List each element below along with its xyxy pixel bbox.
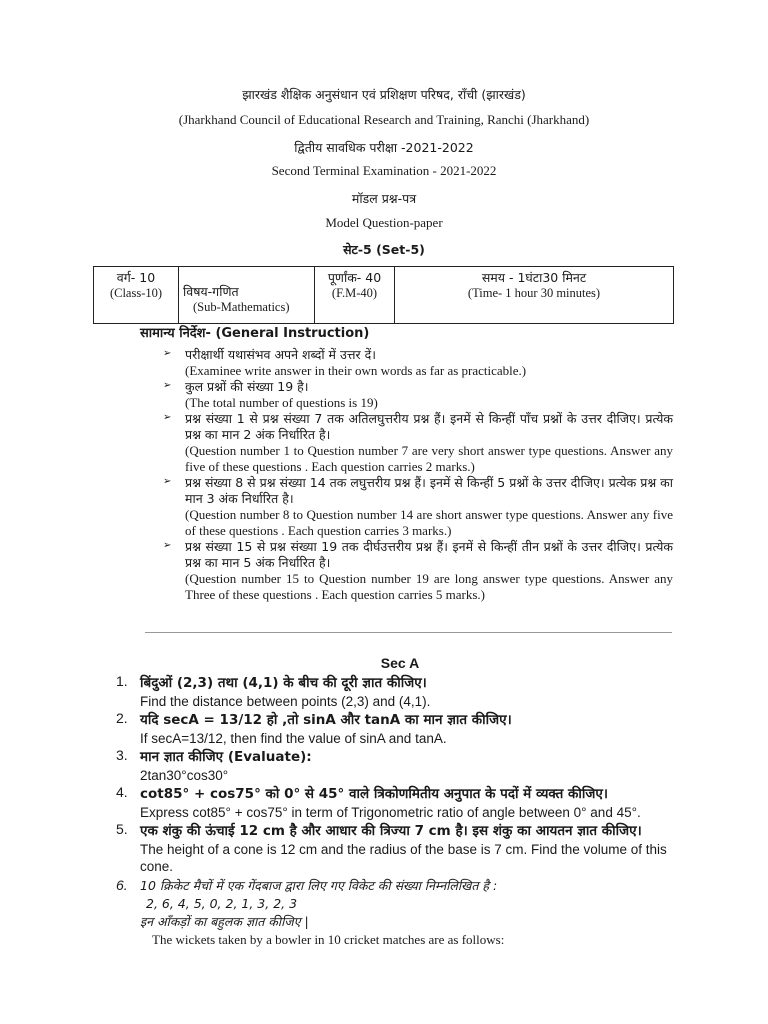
arrow-bullet-icon: ➢ [163,380,172,391]
instruction-item: ➢ प्रश्न संख्या 8 से प्रश्न संख्या 14 तक लघुत्तरीय प्रश्न हैं। इनमें से किन्हीं 5 प्रश्नों के उत्तर दीजिए। प्रत्येक प्रश्न का मान 3 अंक निर्धारित है। (Question number 8 to Question number 14 are short answer type questions. Answer any five of these questions . Each question carries 3 marks.) [163,475,673,538]
exam-title-hindi: द्वितीय सावधिक परीक्षा -2021-2022 [294,140,474,155]
section-title: Sec A [380,655,420,671]
subject-english: (Sub-Mathematics) [193,300,290,314]
arrow-bullet-icon: ➢ [163,412,172,423]
time-english: (Time- 1 hour 30 minutes) [467,286,601,300]
marks-hindi: पूर्णांक- 40 [327,270,382,285]
question-list [116,673,676,949]
paper-title-english: Model Question-paper [325,215,443,230]
arrow-bullet-icon: ➢ [163,476,172,487]
class-hindi: वर्ग- 10 [116,270,156,285]
wicket-data: 2, 6, 4, 5, 0, 2, 1, 3, 2, 3 [146,896,298,911]
general-instruction-title: सामान्य निर्देश- (General Instruction) [140,326,370,341]
section-divider [145,632,672,633]
subject-cell [179,267,315,324]
question-item: 5. एक शंकु की ऊंचाई 12 cm है और आधार की त्रिज्या 7 cm है। इस शंकु का आयतन ज्ञात कीजिए। The height of a cone is 12 cm and the radius of the base is 7 cm. Find the volume of this cone. [116,821,667,874]
class-cell [94,267,179,324]
marks-cell [315,267,395,324]
question-item: 4. cot85° + cos75° को 0° से 45° वाले त्रिकोणमितीय अनुपात के पदों में व्यक्त कीजिए। Express cot85° + cos75° in term of Trigonometric ratio of angle between 0° and 45°. [116,784,641,820]
set-label: सेट-5 (Set-5) [343,242,425,257]
arrow-bullet-icon: ➢ [163,540,172,551]
instruction-item: ➢ प्रश्न संख्या 1 से प्रश्न संख्या 7 तक अतिलघुत्तरीय प्रश्न हैं। इनमें से किन्हीं पाँच प्रश्नों के उत्तर दीजिए। प्रत्येक प्रश्न का मान 2 अंक निर्धारित है। (Question number 1 to Question number 7 are very short answer type questions. Answer any five of these questions . Each question carries 2 marks.) [163,411,673,474]
instruction-item: ➢ परीक्षार्थी यथासंभव अपने शब्दों में उत्तर दें। (Examinee write answer in their own words as far as practicable.) [163,347,527,378]
paper-title-hindi: मॉडल प्रश्न-पत्र [351,191,417,206]
arrow-bullet-icon: ➢ [163,348,172,359]
time-hindi: समय - 1घंटा30 मिनट [481,270,587,285]
instruction-item: ➢ प्रश्न संख्या 15 से प्रश्न संख्या 19 तक दीर्घउत्तरीय प्रश्न हैं। इनमें से किन्हीं तीन प्रश्नों के उत्तर दीजिए। प्रत्येक प्रश्न का मान 5 अंक निर्धारित है। (Question number 15 to Question number 19 are long answer type questions. Answer any Three of these questions . Each question carries 5 marks.) [163,539,673,602]
instruction-item: ➢ कुल प्रश्नों की संख्या 19 है। (The total number of questions is 19) [163,379,378,410]
org-title-hindi: झारखंड शैक्षिक अनुसंधान एवं प्रशिक्षण परिषद, राँची (झारखंड) [242,87,526,102]
question-item: 6. 10 क्रिकेट मैचों में एक गेंदबाज द्वारा लिए गए विकेट की संख्या निम्नलिखित है : 2, 6, 4, 5, 0, 2, 1, 3, 2, 3 इन आँकड़ों का बहुलक ज्ञात कीजिए | The wickets taken by a bowler in 10 cricket matches are as follows: [116,877,676,949]
marks-english: (F.M-40) [331,286,378,300]
instruction-list [163,347,673,603]
question-item: 3. मान ज्ञात कीजिए (Evaluate): 2tan30°cos30° [116,747,312,783]
question-item: 2. यदि secA = 13/12 हो ,तो sinA और tanA का मान ज्ञात कीजिए। If secA=13/12, then find the value of sinA and tanA. [116,710,512,746]
subject-hindi: विषय-गणित [183,284,239,299]
class-english: (Class-10) [109,286,163,300]
org-title-english: (Jharkhand Council of Educational Research and Training, Ranchi (Jharkhand) [178,112,590,127]
exam-title-english: Second Terminal Examination - 2021-2022 [271,163,497,178]
question-item: 1. बिंदुओं (2,3) तथा (4,1) के बीच की दूरी ज्ञात कीजिए। Find the distance between points (2,3) and (4,1). [116,673,431,709]
exam-info-table [93,266,674,324]
time-cell [395,267,674,324]
